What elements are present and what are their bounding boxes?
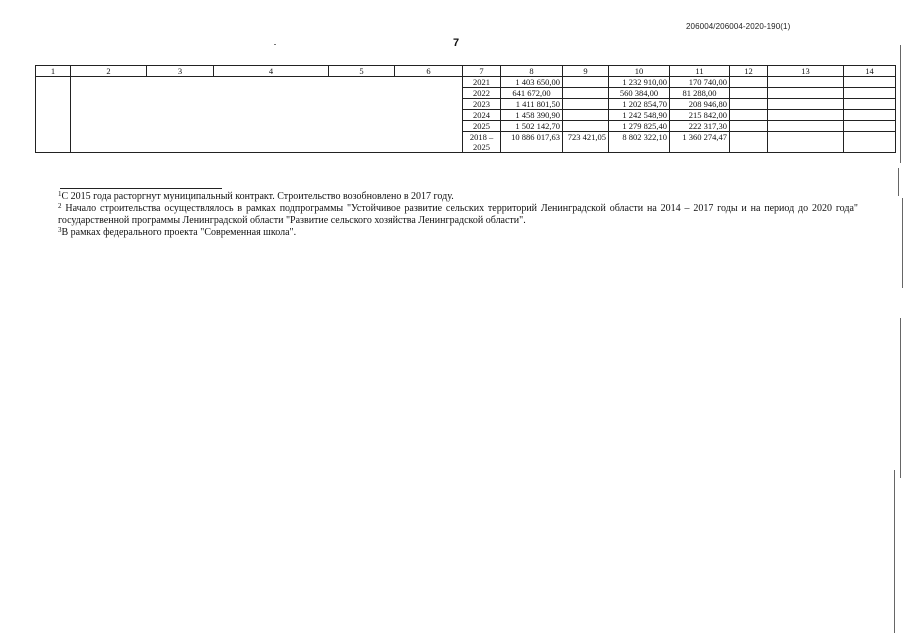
empty-cell [844,110,896,121]
empty-cell [844,88,896,99]
footnote-text: Начало строительства осуществлялось в рамках подпрограммы "Устойчивое развитие сельских территорий Ленинградской области на 2014 – 2017 годы и на период до 2020 года" государственной программы Ленинградской области "Развитие сельского хозяйства Ленинградской области". [58,203,859,226]
amount-col10: 1 242 548,90 [609,110,670,121]
column-header: 9 [563,66,609,77]
amount-col10: 1 202 854,70 [609,99,670,110]
empty-cell [730,110,768,121]
amount-col11: 215 842,00 [670,110,730,121]
empty-cell [730,99,768,110]
scan-edge-line [900,318,901,478]
merged-cell-cols2-6 [71,77,463,153]
total-year-line1: 2018 – [469,132,494,142]
column-header: 3 [147,66,214,77]
amount-col8: 1 403 650,00 [501,77,563,88]
year-cell: 2022 [463,88,501,99]
merged-cell-col1 [36,77,71,153]
column-header: 8 [501,66,563,77]
column-header: 11 [670,66,730,77]
amount-col9 [563,77,609,88]
total-col9: 723 421,05 [563,132,609,153]
column-header: 12 [730,66,768,77]
amount-col10: 560 384,00 [609,88,670,99]
empty-cell [768,77,844,88]
budget-table [35,65,896,153]
total-col8: 10 886 017,63 [501,132,563,153]
column-header: 4 [214,66,329,77]
year-cell: 2025 [463,121,501,132]
empty-cell [768,121,844,132]
amount-col11: 81 288,00 [670,88,730,99]
column-header: 7 [463,66,501,77]
amount-col11: 222 317,30 [670,121,730,132]
amount-col9 [563,110,609,121]
total-year-line2: 2025 [473,142,490,152]
column-header: 13 [768,66,844,77]
amount-col9 [563,121,609,132]
empty-cell [768,132,844,153]
empty-cell [844,132,896,153]
empty-cell [768,110,844,121]
amount-col8: 1 458 390,90 [501,110,563,121]
footnote-2 [58,203,858,227]
footnotes [58,191,858,239]
column-header: 5 [329,66,395,77]
scan-speck [274,44,276,45]
column-header: 1 [36,66,71,77]
empty-cell [844,99,896,110]
amount-col8: 1 411 801,50 [501,99,563,110]
year-cell: 2023 [463,99,501,110]
year-cell: 2021 [463,77,501,88]
empty-cell [730,132,768,153]
page-number: 7 [453,37,460,49]
total-year-cell [463,132,501,153]
scan-edge-line [902,198,903,288]
amount-col10: 1 279 825,40 [609,121,670,132]
document-id: 206004/206004-2020-190(1) [686,22,791,31]
amount-col10: 1 232 910,00 [609,77,670,88]
empty-cell [730,77,768,88]
empty-cell [768,88,844,99]
scan-edge-line [898,168,899,196]
scan-edge-line [894,470,895,633]
total-col11: 1 360 274,47 [670,132,730,153]
amount-col9 [563,88,609,99]
empty-cell [730,88,768,99]
amount-col8: 1 502 142,70 [501,121,563,132]
column-header: 6 [395,66,463,77]
total-col10: 8 802 322,10 [609,132,670,153]
footnote-mark: 2 [58,202,62,210]
year-cell: 2024 [463,110,501,121]
amount-col8: 641 672,00 [501,88,563,99]
footnote-3 [58,227,858,239]
footnote-text: С 2015 года расторгнут муниципальный контракт. Строительство возобновлено в 2017 году. [61,191,454,202]
empty-cell [844,121,896,132]
empty-cell [768,99,844,110]
amount-col9 [563,99,609,110]
footnote-text: В рамках федерального проекта "Современная школа". [61,227,297,238]
footnote-1 [58,191,858,203]
scan-edge-line [900,45,901,163]
footnote-mark: 1 [58,190,62,198]
empty-cell [844,77,896,88]
amount-col11: 208 946,80 [670,99,730,110]
column-header: 10 [609,66,670,77]
footnote-mark: 3 [58,226,62,234]
table-header-row [36,66,896,77]
footnote-separator [60,188,222,189]
column-header: 14 [844,66,896,77]
empty-cell [730,121,768,132]
column-header: 2 [71,66,147,77]
amount-col11: 170 740,00 [670,77,730,88]
table-row [36,77,896,88]
